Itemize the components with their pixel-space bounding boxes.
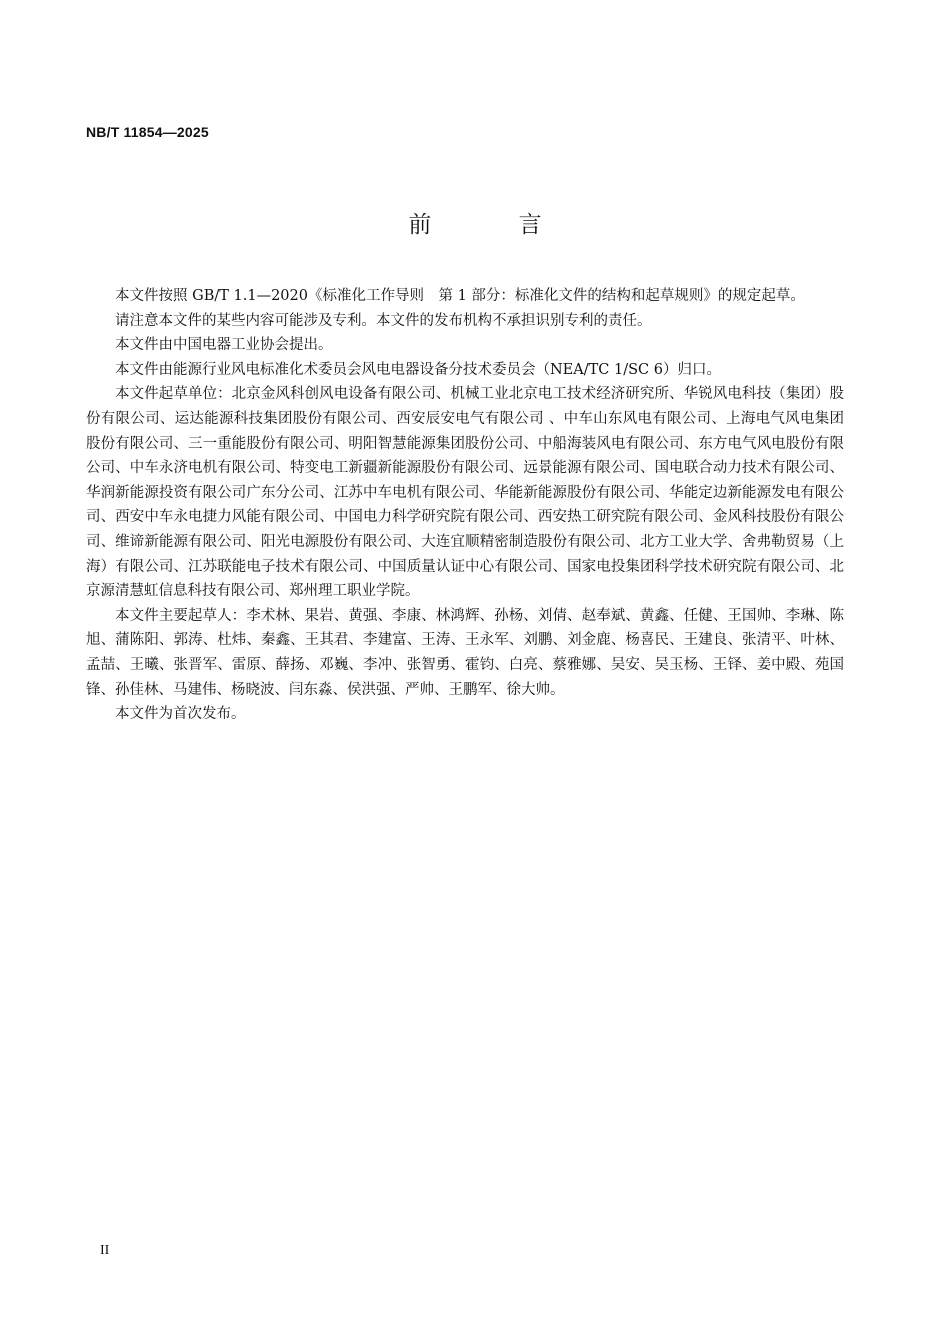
paragraph-proposer: 本文件由中国电器工业协会提出。 [115,337,333,354]
page-title: 前 言 [408,212,582,238]
preface-body [86,284,844,727]
paragraph-committee: 本文件由能源行业风电标准化术委员会风电电器设备分技术委员会（NEA/TC 1/SC 6）归口。 [115,361,721,378]
paragraph-drafting-rules: 本文件按照 GB/T 1.1—2020《标准化工作导则 第 1 部分：标准化文件的结构和起草规则》的规定起草。 [115,288,805,304]
standard-code: NB/T 11854—2025 [86,124,209,140]
paragraph-drafters: 本文件主要起草人：李术林、果岩、黄强、李康、林鸿辉、孙杨、刘倩、赵奉斌、黄鑫、任健、王国帅、李琳、陈旭、蒲陈阳、郭涛、杜炜、秦鑫、王其君、李建富、王涛、王永军、刘鹏、刘金鹿、杨喜民、王建良、张清平、叶林、孟喆、王曦、张晋军、雷原、薛扬、邓巍、李冲、张智勇、霍钧、白亮、蔡雅娜、吴安、吴玉杨、王铎、姜中殿、苑国锋、孙佳林、马建伟、杨晓波、闫东淼、侯洪强、严帅、王鹏军、徐大帅。 [86,607,844,698]
paragraph-drafting-units: 本文件起草单位：北京金风科创风电设备有限公司、机械工业北京电工技术经济研究所、华锐风电科技（集团）股份有限公司、运达能源科技集团股份有限公司、西安辰安电气有限公司 、中车山东风电有限公司、上海电气风电集团股份有限公司、三一重能股份有限公司、明阳智慧能源集团股份公司、中船海装风电有限公司、东方电气风电股份有限公司、中车永济电机有限公司、特变电工新疆新能源股份有限公司、远景能源有限公司、国电联合动力技术有限公司、华润新能源投资有限公司广东分公司、江苏中车电机有限公司、华能新能源股份有限公司、华能定边新能源发电有限公司、西安中车永电捷力风能有限公司、中国电力科学研究院有限公司、西安热工研究院有限公司、金风科技股份有限公司、维谛新能源有限公司、阳光电源股份有限公司、大连宜顺精密制造股份有限公司、北方工业大学、舍弗勒贸易（上海）有限公司、江苏联能电子技术有限公司、中国质量认证中心有限公司、国家电投集团科学技术研究院有限公司、北京源清慧虹信息科技有限公司、郑州理工职业学院。 [86,386,844,600]
paragraph-first-release: 本文件为首次发布。 [115,706,246,723]
page-number: II [100,1243,110,1258]
paragraph-patent-notice: 请注意本文件的某些内容可能涉及专利。本文件的发布机构不承担识别专利的责任。 [115,312,652,329]
